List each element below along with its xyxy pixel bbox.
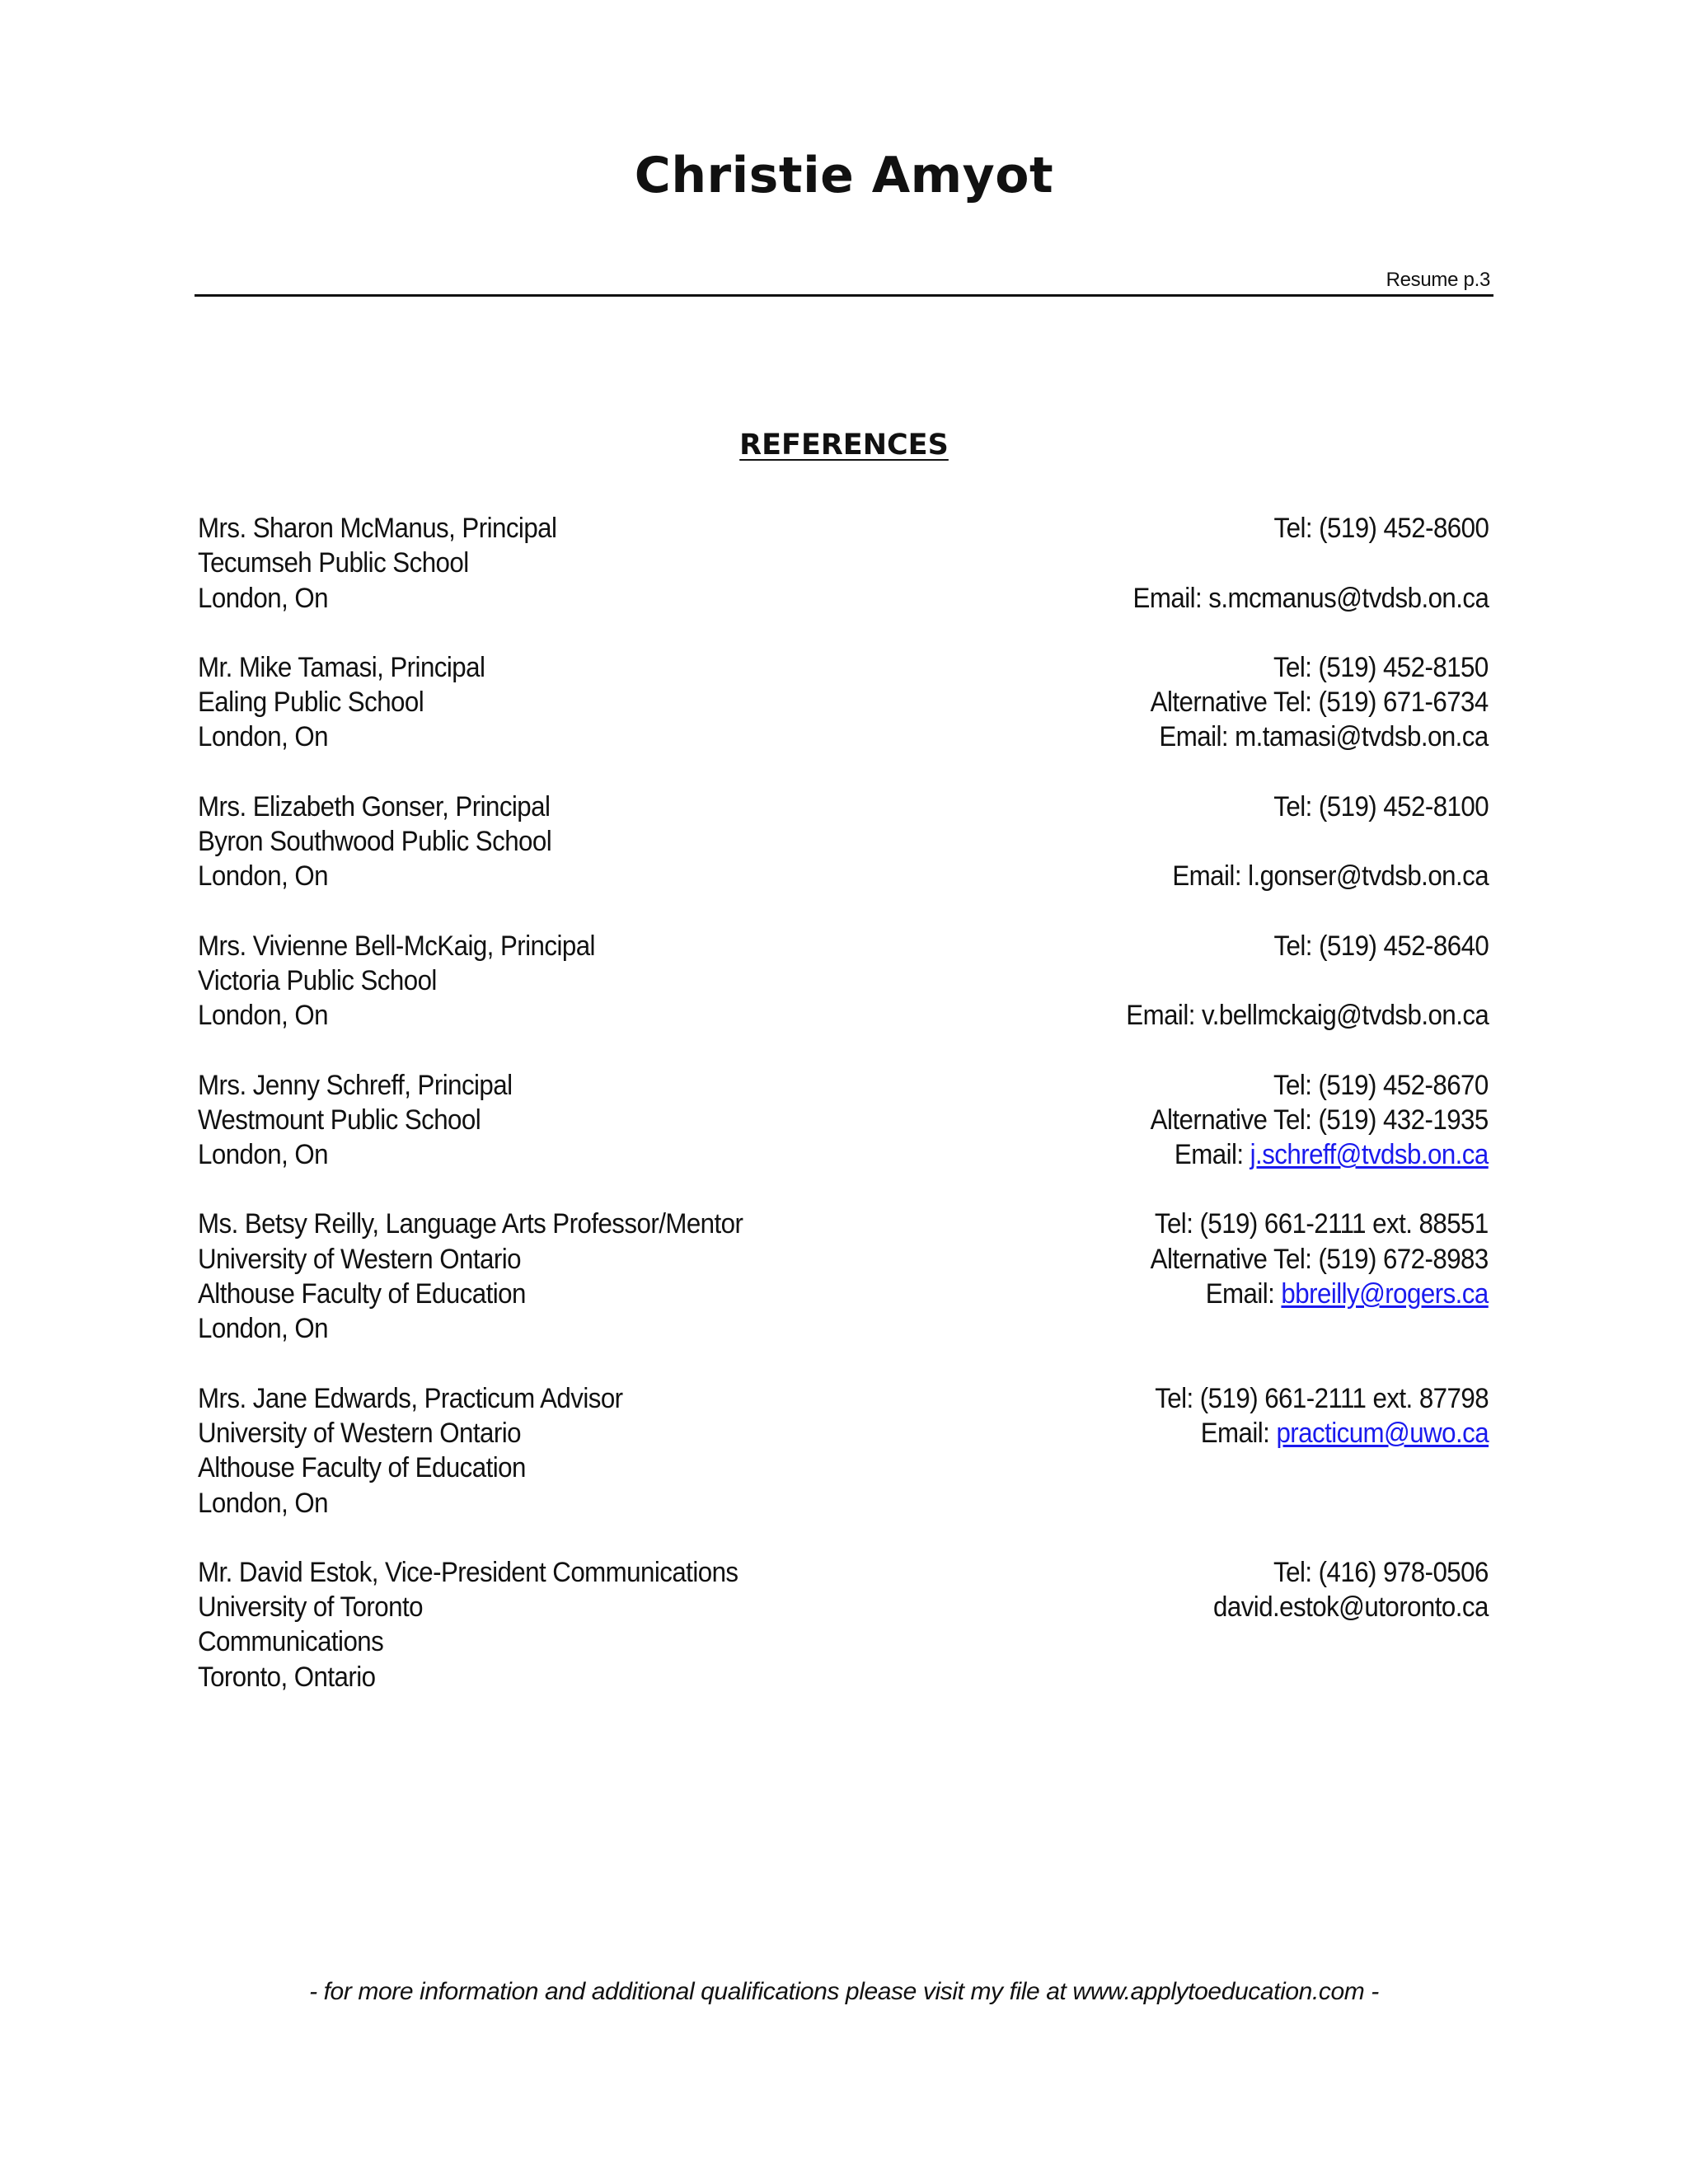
reference-organization: Byron Southwood Public School — [198, 826, 552, 858]
page-title: Christie Amyot — [634, 147, 1054, 204]
reference-tel: Tel: (519) 452-8150 — [1273, 651, 1489, 683]
reference-entry — [198, 1555, 1489, 1694]
reference-details — [198, 1381, 623, 1521]
reference-contact — [1132, 511, 1489, 616]
reference-organization: Westmount Public School — [198, 1104, 481, 1136]
reference-contact — [1213, 1555, 1489, 1694]
reference-location: London, On — [198, 721, 328, 753]
reference-entry — [198, 1068, 1489, 1173]
reference-name: Mr. David Estok, Vice-President Communications — [198, 1556, 738, 1588]
page-label: Resume p.3 — [1386, 269, 1490, 291]
reference-alt-tel: Alternative Tel: (519) 672-8983 — [1150, 1243, 1489, 1275]
reference-email — [1151, 1277, 1489, 1311]
reference-location: London, On — [198, 1000, 328, 1032]
reference-tel: Tel: (519) 452-8640 — [1273, 930, 1489, 962]
email-address: s.mcmanus@tvdsb.on.ca — [1207, 582, 1489, 614]
reference-spacer — [1132, 546, 1489, 580]
reference-organization: University of Toronto — [198, 1591, 423, 1624]
email-prefix: Email: — [1205, 1278, 1282, 1310]
reference-location: London, On — [198, 1313, 328, 1345]
header-rule — [195, 294, 1493, 297]
reference-details — [198, 1555, 738, 1694]
email-prefix: Email: — [1172, 860, 1249, 893]
reference-department: Communications — [198, 1626, 384, 1658]
reference-name: Mrs. Jenny Schreff, Principal — [198, 1069, 513, 1101]
footer-note: - for more information and additional qualifications please visit my file at www.applytoeducation.com - — [309, 1978, 1379, 2005]
email-prefix: Email: — [1132, 582, 1208, 614]
reference-email — [1151, 719, 1489, 754]
reference-spacer — [1172, 824, 1489, 859]
reference-department: Althouse Faculty of Education — [198, 1278, 526, 1310]
email-prefix: Email: — [1175, 1139, 1250, 1171]
reference-tel: Tel: (416) 978-0506 — [1273, 1556, 1489, 1588]
reference-name: Mrs. Jane Edwards, Practicum Advisor — [198, 1382, 623, 1414]
reference-organization: Ealing Public School — [198, 687, 424, 719]
reference-contact — [1172, 790, 1489, 894]
reference-details — [198, 790, 551, 894]
reference-name: Mr. Mike Tamasi, Principal — [198, 651, 485, 683]
reference-name: Ms. Betsy Reilly, Language Arts Professor/Mentor — [198, 1208, 743, 1240]
reference-contact — [1151, 1068, 1489, 1173]
reference-email — [1155, 1416, 1489, 1451]
reference-entry — [198, 1381, 1489, 1521]
reference-contact — [1151, 650, 1489, 755]
email-address: l.gonser@tvdsb.on.ca — [1248, 860, 1489, 893]
reference-entry — [198, 929, 1489, 1033]
reference-tel: Tel: (519) 661-2111 ext. 87798 — [1155, 1382, 1489, 1414]
reference-spacer — [1126, 963, 1489, 998]
reference-details — [198, 511, 556, 616]
references-list — [198, 511, 1489, 1729]
email-address: v.bellmckaig@tvdsb.on.ca — [1201, 1000, 1489, 1032]
email-address: m.tamasi@tvdsb.on.ca — [1235, 721, 1489, 753]
reference-organization: University of Western Ontario — [198, 1417, 521, 1449]
reference-name: Mrs. Vivienne Bell-McKaig, Principal — [198, 930, 595, 962]
reference-tel: Tel: (519) 452-8100 — [1273, 790, 1489, 823]
email-prefix: Email: — [1125, 1000, 1202, 1032]
email-link[interactable]: j.schreff@tvdsb.on.ca — [1250, 1139, 1489, 1171]
reference-location: Toronto, Ontario — [198, 1661, 376, 1693]
reference-department: Althouse Faculty of Education — [198, 1452, 526, 1484]
reference-tel: Tel: (519) 452-8600 — [1273, 513, 1489, 544]
reference-tel: Tel: (519) 661-2111 ext. 88551 — [1155, 1208, 1489, 1240]
reference-details — [198, 650, 485, 755]
reference-contact — [1155, 1381, 1489, 1521]
reference-tel: Tel: (519) 452-8670 — [1273, 1069, 1489, 1101]
reference-email — [1132, 581, 1489, 616]
reference-contact — [1151, 1207, 1489, 1346]
reference-organization: University of Western Ontario — [198, 1243, 521, 1275]
reference-name: Mrs. Elizabeth Gonser, Principal — [198, 790, 551, 823]
reference-details — [198, 1068, 513, 1173]
reference-organization: Victoria Public School — [198, 964, 437, 996]
reference-alt-tel: Alternative Tel: (519) 432-1935 — [1150, 1104, 1489, 1136]
reference-details — [198, 929, 595, 1033]
email-link[interactable]: practicum@uwo.ca — [1276, 1417, 1489, 1449]
reference-entry — [198, 511, 1489, 616]
reference-email: david.estok@utoronto.ca — [1213, 1591, 1489, 1624]
reference-contact — [1126, 929, 1489, 1033]
reference-email — [1151, 1137, 1489, 1172]
email-prefix: Email: — [1200, 1417, 1277, 1449]
reference-email — [1126, 998, 1489, 1033]
reference-entry — [198, 790, 1489, 894]
reference-organization: Tecumseh Public School — [198, 547, 469, 579]
reference-alt-tel: Alternative Tel: (519) 671-6734 — [1150, 687, 1489, 719]
email-link[interactable]: bbreilly@rogers.ca — [1281, 1278, 1489, 1310]
section-heading: REFERENCES — [739, 429, 949, 462]
reference-location: London, On — [198, 582, 328, 614]
reference-entry — [198, 1207, 1489, 1346]
reference-location: London, On — [198, 1139, 328, 1171]
reference-email — [1172, 859, 1489, 893]
reference-location: London, On — [198, 860, 328, 893]
email-prefix: Email: — [1159, 721, 1236, 753]
reference-entry — [198, 650, 1489, 755]
reference-details — [198, 1207, 743, 1346]
reference-location: London, On — [198, 1487, 328, 1519]
reference-name: Mrs. Sharon McManus, Principal — [198, 513, 557, 544]
